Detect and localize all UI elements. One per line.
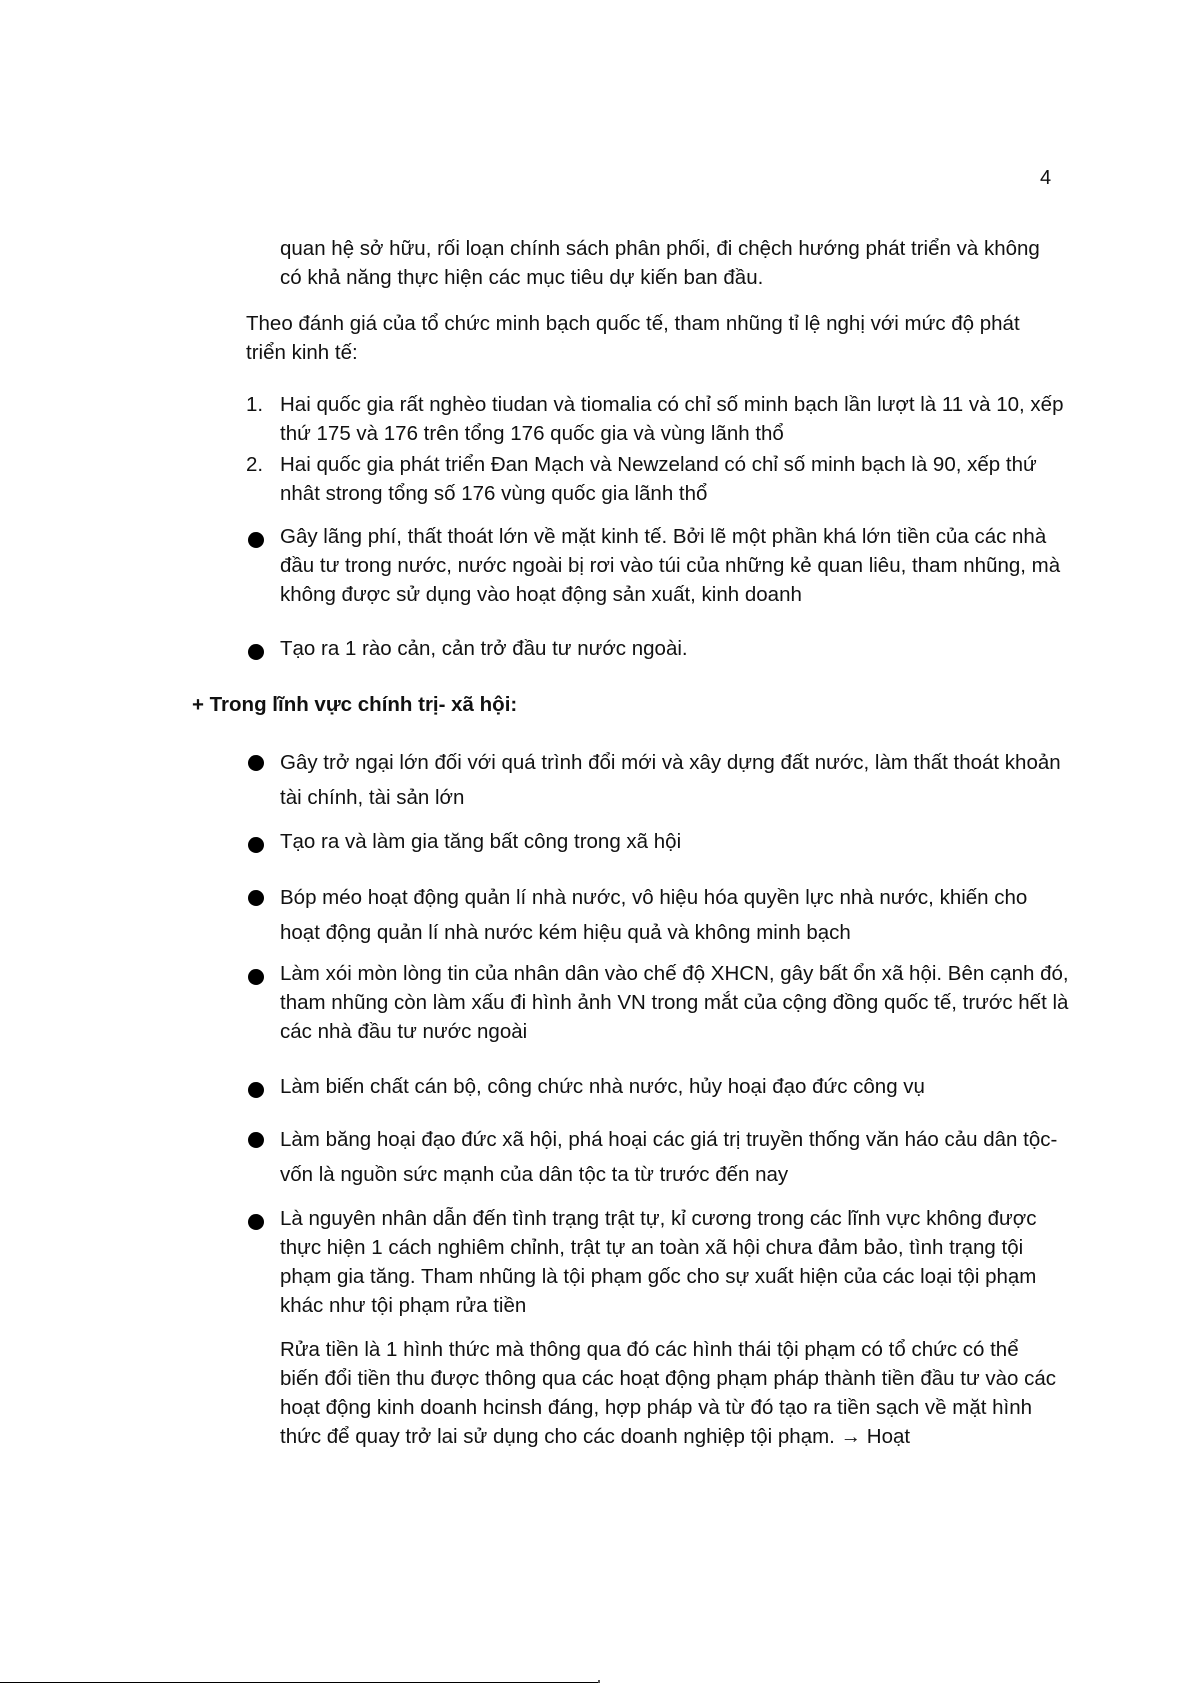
numbered-item <box>246 450 1066 510</box>
bullet-text: Gây trở ngại lớn đối với quá trình đổi mới và xây dựng đất nước, làm thất thoát khoản tài chính, tài sản lớn <box>280 751 1061 809</box>
bullet-icon <box>248 532 264 548</box>
bullet-text: Làm biến chất cán bộ, công chức nhà nước, hủy hoại đạo đức công vụ <box>280 1075 925 1098</box>
bullet-icon <box>248 1082 264 1098</box>
bullet-icon <box>248 837 264 853</box>
bullet-icon <box>248 644 264 660</box>
bullet-icon <box>248 890 264 906</box>
bullet-text: Tạo ra 1 rào cản, cản trở đầu tư nước ngoài. <box>280 637 688 660</box>
bullet-icon <box>248 1214 264 1230</box>
money-laundering-paragraph: Rửa tiền là 1 hình thức mà thông qua đó các hình thái tội phạm có tổ chức có thể biến đổi tiền thu được thông qua các hoạt động phạm pháp thành tiền đầu tư vào các hoạt động kinh doanh hcinsh đáng, hợp pháp và từ đó tạo ra tiền sạch về mặt hình thức để quay trở lai sử dụng cho các doanh nghiệp tội phạm. → Hoạt <box>280 1338 1057 1448</box>
intro-paragraph: Theo đánh giá của tổ chức minh bạch quốc tế, tham nhũng tỉ lệ nghị với mức độ phát triển kinh tế: <box>246 312 1020 364</box>
list-number: 2. <box>246 453 264 476</box>
bullet-text: Là nguyên nhân dẫn đến tình trạng trật tự, kỉ cương trong các lĩnh vực không được thực hiện 1 cách nghiêm chỉnh, trật tự an toàn xã hội chưa đảm bảo, tình trạng tội phạm gia tăng. Tham nhũng là tội phạm gốc cho sự xuất hiện của các loại tội phạm khác như tội phạm rửa tiền <box>280 1207 1037 1317</box>
continuation-paragraph: quan hệ sở hữu, rối loạn chính sách phân phối, đi chệch hướng phát triển và không có khả năng thực hiện các mục tiêu dự kiến ban đầu. <box>280 237 1040 289</box>
numbered-item <box>246 390 1066 450</box>
section-heading: + Trong lĩnh vực chính trị- xã hội: <box>192 693 518 716</box>
list-number: 1. <box>246 393 264 416</box>
list-item-text: Hai quốc gia rất nghèo tiudan và tiomalia có chỉ số minh bạch lần lượt là 11 và 10, xếp thứ 175 và 176 trên tổng 176 quốc gia và vùng lãnh thổ <box>280 393 1064 445</box>
bullet-text: Làm xói mòn lòng tin của nhân dân vào chế độ XHCN, gây bất ổn xã hội. Bên cạnh đó, tham nhũng còn làm xấu đi hình ảnh VN trong mắt của cộng đồng quốc tế, trước hết là các nhà đầu tư nước ngoài <box>280 962 1069 1043</box>
bullet-text: Làm băng hoại đạo đức xã hội, phá hoại các giá trị truyền thống văn háo cảu dân tộc- vốn là nguồn sức mạnh của dân tộc ta từ trước đến nay <box>280 1128 1058 1186</box>
footer-separator <box>0 1682 600 1683</box>
page-number: 4 <box>1040 167 1052 189</box>
bullet-text: Gây lãng phí, thất thoát lớn về mặt kinh tế. Bởi lẽ một phần khá lớn tiền của các nhà đầu tư trong nước, nước ngoài bị rơi vào túi của những kẻ quan liêu, tham nhũng, mà không được sử dụng vào hoạt động sản xuất, kinh doanh <box>280 525 1061 606</box>
list-item-text: Hai quốc gia phát triển Đan Mạch và Newzeland có chỉ số minh bạch là 90, xếp thứ nhât strong tổng số 176 vùng quốc gia lãnh thổ <box>280 453 1037 505</box>
bullet-icon <box>248 969 264 985</box>
bullet-text: Bóp méo hoạt động quản lí nhà nước, vô hiệu hóa quyền lực nhà nước, khiến cho hoạt động quản lí nhà nước kém hiệu quả và không minh bạch <box>280 886 1028 944</box>
bullet-text: Tạo ra và làm gia tăng bất công trong xã hội <box>280 830 682 853</box>
bullet-icon <box>248 1132 264 1148</box>
footer-tick <box>598 1680 600 1683</box>
bullet-icon <box>248 755 264 771</box>
